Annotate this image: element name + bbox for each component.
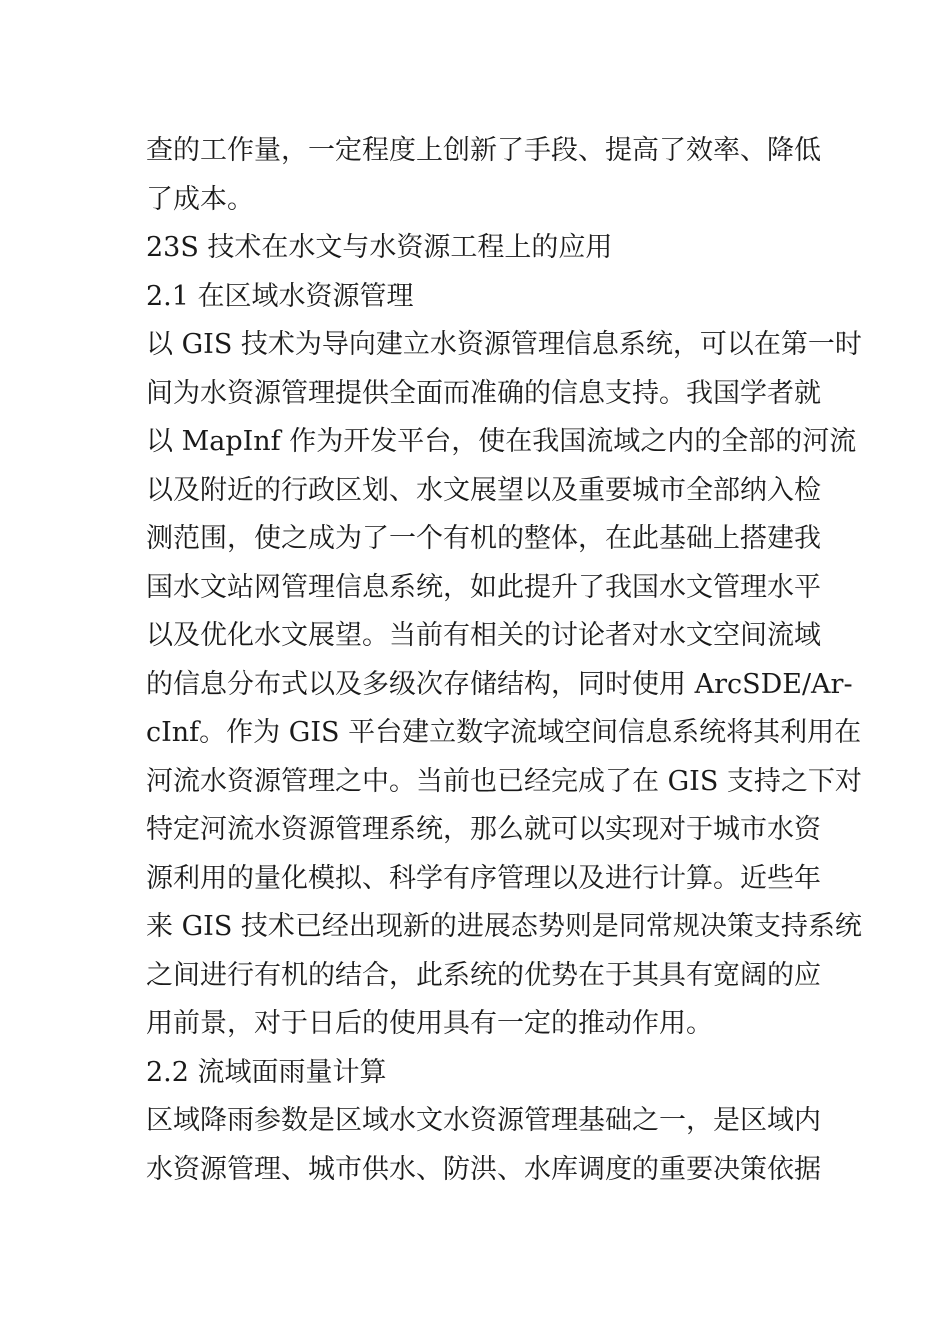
text-line: 以 GIS 技术为导向建立水资源管理信息系统，可以在第一时	[146, 329, 862, 360]
text-line: 查的工作量，一定程度上创新了手段、提高了效率、降低	[146, 135, 821, 166]
text-line: 国水文站网管理信息系统，如此提升了我国水文管理水平	[146, 571, 821, 603]
text-line: 区域降雨参数是区域水文水资源管理基础之一，是区域内	[146, 1105, 821, 1136]
text-line: 间为水资源管理提供全面而准确的信息支持。我国学者就	[146, 377, 821, 409]
section-heading: 23S 技术在水文与水资源工程上的应用	[146, 232, 613, 263]
body-text	[146, 127, 862, 1194]
text-line: 河流水资源管理之中。当前也已经完成了在 GIS 支持之下对	[146, 765, 862, 797]
text-line: 来 GIS 技术已经出现新的进展态势则是同常规决策支持系统	[146, 911, 862, 942]
text-line: 测范围，使之成为了一个有机的整体，在此基础上搭建我	[146, 523, 821, 554]
text-line: 源利用的量化模拟、科学有序管理以及进行计算。近些年	[146, 862, 821, 894]
text-line: cInf。作为 GIS 平台建立数字流域空间信息系统将其利用在	[146, 717, 862, 748]
text-line: 水资源管理、城市供水、防洪、水库调度的重要决策依据	[146, 1153, 821, 1185]
text-line: 以 MapInf 作为开发平台，使在我国流域之内的全部的河流	[146, 426, 857, 457]
text-line: 之间进行有机的结合，此系统的优势在于其具有宽阔的应	[146, 959, 821, 991]
text-line: 的信息分布式以及多级次存储结构，同时使用 ArcSDE/Ar-	[146, 668, 853, 700]
text-line: 以及优化水文展望。当前有相关的讨论者对水文空间流域	[146, 620, 821, 651]
text-line: 用前景，对于日后的使用具有一定的推动作用。	[146, 1008, 713, 1039]
subsection-heading: 2.2 流域面雨量计算	[146, 1056, 387, 1088]
text-line: 了成本。	[146, 183, 254, 215]
text-line: 特定河流水资源管理系统，那么就可以实现对于城市水资	[146, 814, 821, 845]
text-line: 以及附近的行政区划、水文展望以及重要城市全部纳入检	[146, 474, 821, 506]
subsection-heading: 2.1 在区域水资源管理	[146, 280, 414, 312]
